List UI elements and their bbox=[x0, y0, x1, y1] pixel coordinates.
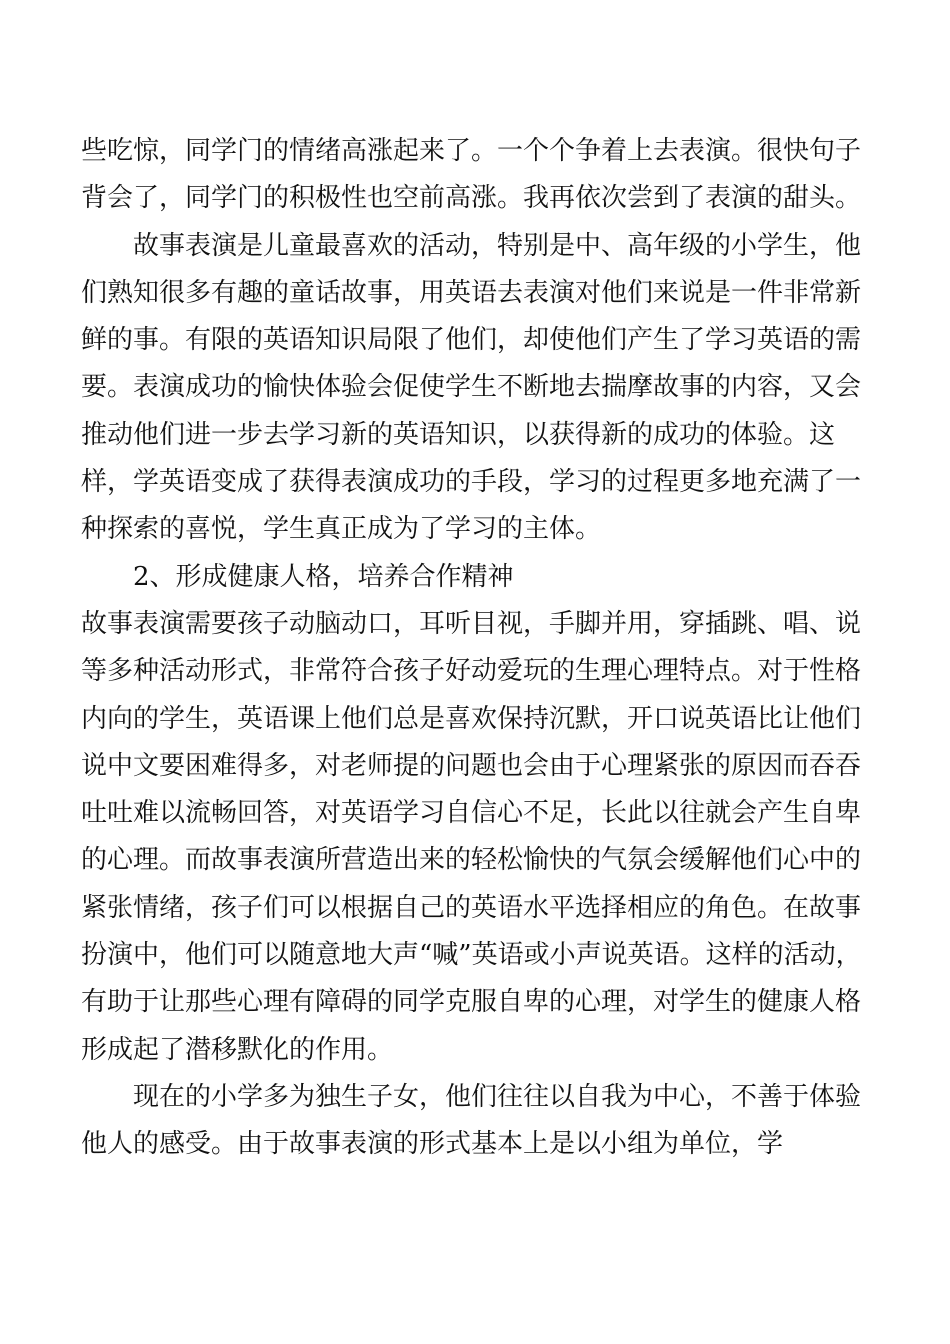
paragraph-story-performance: 故事表演是儿童最喜欢的活动，特别是中、高年级的小学生，他们熟知很多有趣的童话故事，用英语去表演对他们来说是一件非常新鲜的事。有限的英语知识局限了他们，却使他们产生了学习英语的需要。表演成功的愉快体验会促使学生不断地去揣摩故事的内容，又会推动他们进一步去学习新的英语知识，以获得新的成功的体验。这样，学英语变成了获得表演成功的手段，学习的过程更多地充满了一种探索的喜悦，学生真正成为了学习的主体。 bbox=[81, 230, 862, 545]
document-body bbox=[81, 128, 871, 1169]
paragraph-only-children: 现在的小学多为独生子女，他们往往以自我为中心，不善于体验他人的感受。由于故事表演的形式基本上是以小组为单位，学 bbox=[81, 1081, 862, 1160]
section-heading: 2、形成健康人格，培养合作精神 bbox=[133, 561, 514, 592]
paragraph-healthy-personality: 故事表演需要孩子动脑动口，耳听目视，手脚并用，穿插跳、唱、说等多种活动形式，非常符合孩子好动爱玩的生理心理特点。对于性格内向的学生，英语课上他们总是喜欢保持沉默，开口说英语比让他们说中文要困难得多，对老师提的问题也会由于心理紧张的原因而吞吞吐吐难以流畅回答，对英语学习自信心不足，长此以往就会产生自卑的心理。而故事表演所营造出来的轻松愉快的气氛会缓解他们心中的紧张情绪，孩子们可以根据自己的英语水平选择相应的角色。在故事扮演中，他们可以随意地大声“喊”英语或小声说英语。这样的活动，有助于让那些心理有障碍的同学克服自卑的心理，对学生的健康人格形成起了潜移默化的作用。 bbox=[81, 608, 862, 1065]
paragraph-continuation: 些吃惊，同学门的情绪高涨起来了。一个个争着上去表演。很快句子背会了，同学门的积极性也空前高涨。我再依次尝到了表演的甜头。 bbox=[81, 136, 862, 214]
